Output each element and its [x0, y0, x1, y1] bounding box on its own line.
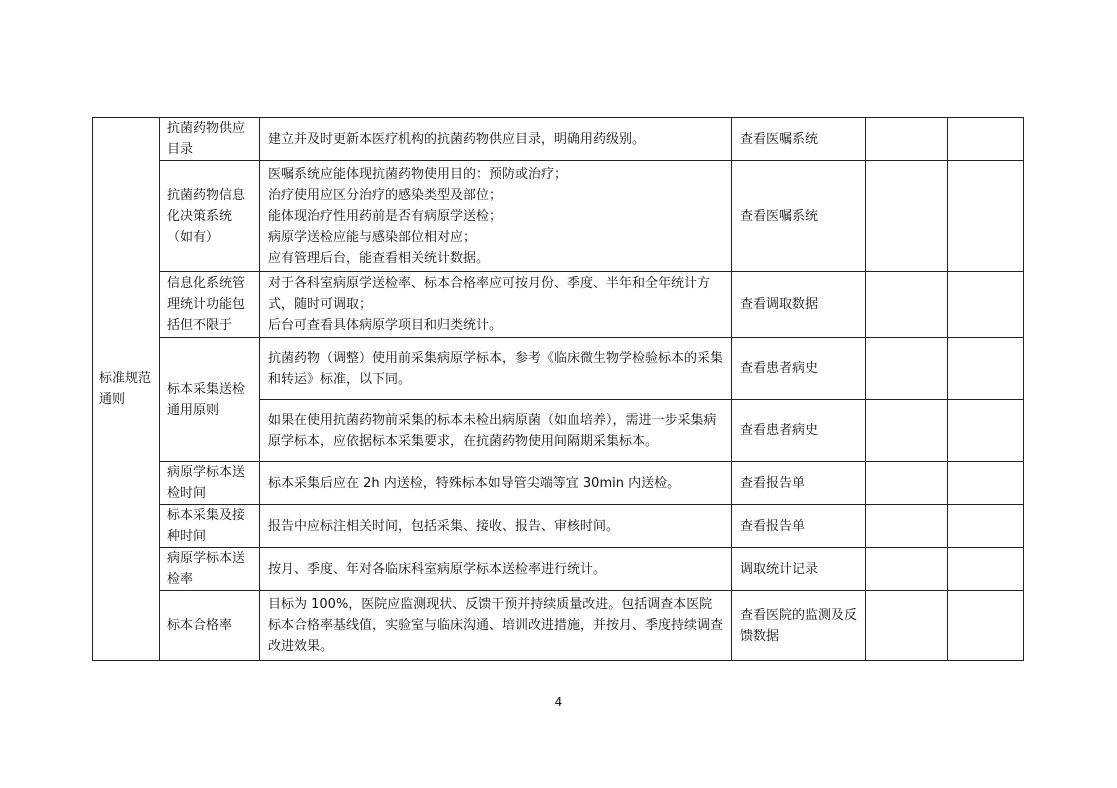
item-cell: 标本采集及接种时间: [160, 505, 260, 548]
standards-table: [92, 117, 1024, 661]
table-row: [93, 118, 1024, 161]
requirement-cell: 标本采集后应在 2h 内送检，特殊标本如导管尖端等宜 30min 内送检。: [260, 462, 732, 505]
method-cell: 查看报告单: [732, 505, 866, 548]
item-cell: 抗菌药物信息化决策系统（如有）: [160, 161, 260, 272]
requirement-cell: 如果在使用抗菌药物前采集的标本未检出病原菌（如血培养），需进一步采集病原学标本，应依据标本采集要求，在抗菌药物使用间隔期采集标本。: [260, 400, 732, 462]
table-row: [93, 548, 1024, 591]
requirement-cell: 按月、季度、年对各临床科室病原学标本送检率进行统计。: [260, 548, 732, 591]
blank-cell: [948, 338, 1024, 400]
blank-cell: [866, 118, 948, 161]
table-row: [93, 161, 1024, 272]
method-cell: 查看调取数据: [732, 272, 866, 338]
method-cell: 调取统计记录: [732, 548, 866, 591]
method-cell: 查看患者病史: [732, 338, 866, 400]
requirement-cell: 对于各科室病原学送检率、标本合格率应可按月份、季度、半年和全年统计方式，随时可调取； 后台可查看具体病原学项目和归类统计。: [260, 272, 732, 338]
requirement-cell: 医嘱系统应能体现抗菌药物使用目的：预防或治疗； 治疗使用应区分治疗的感染类型及部位； 能体现治疗性用药前是否有病原学送检； 病原学送检应能与感染部位相对应； 应有管理后台，能查看相关统计数据。: [260, 161, 732, 272]
blank-cell: [948, 505, 1024, 548]
category-cell: [93, 118, 160, 661]
blank-cell: [866, 591, 948, 661]
method-cell: 查看医院的监测及反馈数据: [732, 591, 866, 661]
table-row: [93, 462, 1024, 505]
blank-cell: [866, 161, 948, 272]
item-cell: 标本采集送检通用原则: [160, 338, 260, 462]
method-cell: 查看医嘱系统: [732, 161, 866, 272]
item-cell: 抗菌药物供应目录: [160, 118, 260, 161]
blank-cell: [866, 272, 948, 338]
blank-cell: [866, 462, 948, 505]
category-label: 标准规范通则: [99, 371, 152, 407]
item-cell: 标本合格率: [160, 591, 260, 661]
table-row: [93, 591, 1024, 661]
blank-cell: [948, 400, 1024, 462]
requirement-cell: 建立并及时更新本医疗机构的抗菌药物供应目录，明确用药级别。: [260, 118, 732, 161]
requirement-cell: 抗菌药物（调整）使用前采集病原学标本，参考《临床微生物学检验标本的采集和转运》标准，以下同。: [260, 338, 732, 400]
method-cell: 查看医嘱系统: [732, 118, 866, 161]
requirement-cell: 目标为 100%，医院应监测现状、反馈干预并持续质量改进。包括调查本医院标本合格率基线值，实验室与临床沟通、培训改进措施，并按月、季度持续调查改进效果。: [260, 591, 732, 661]
blank-cell: [948, 462, 1024, 505]
item-cell: 病原学标本送检时间: [160, 462, 260, 505]
blank-cell: [866, 548, 948, 591]
requirement-cell: 报告中应标注相关时间，包括采集、接收、报告、审核时间。: [260, 505, 732, 548]
blank-cell: [948, 548, 1024, 591]
blank-cell: [948, 272, 1024, 338]
blank-cell: [948, 118, 1024, 161]
table-row: [93, 272, 1024, 338]
table-row: [93, 338, 1024, 400]
blank-cell: [866, 400, 948, 462]
method-cell: 查看报告单: [732, 462, 866, 505]
blank-cell: [866, 338, 948, 400]
blank-cell: [866, 505, 948, 548]
page-number: 4: [554, 695, 563, 709]
blank-cell: [948, 161, 1024, 272]
table-row: [93, 505, 1024, 548]
item-cell: 病原学标本送检率: [160, 548, 260, 591]
blank-cell: [948, 591, 1024, 661]
item-cell: 信息化系统管理统计功能包括但不限于: [160, 272, 260, 338]
method-cell: 查看患者病史: [732, 400, 866, 462]
